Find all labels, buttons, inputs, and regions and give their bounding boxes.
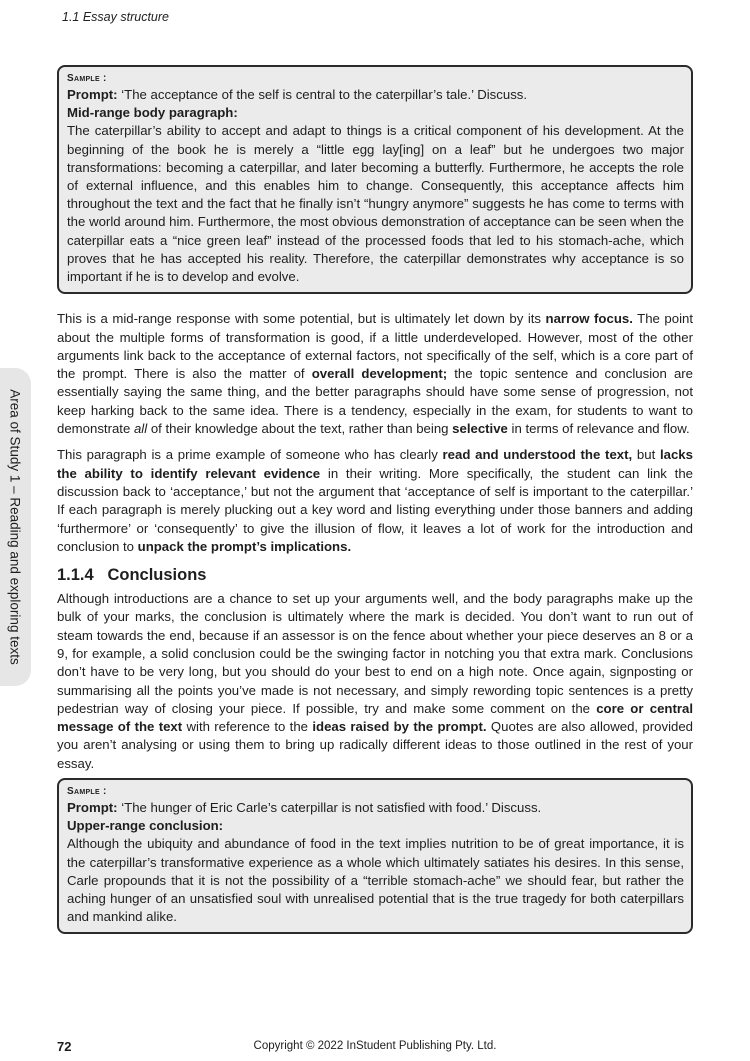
- side-tab-label: Area of Study 1 – Reading and exploring texts: [7, 389, 23, 665]
- paragraph-feedback-1: This is a mid-range response with some potential, but is ultimately let down by its narrow focus. The point about the multiple forms of transformation is good, if a little underdeveloped. However, most of the other arguments link back to the acceptance of external factors, not specifically of the self, which is a core part of the prompt. There is also the matter of overall development; the topic sentence and conclusion are essentially saying the same thing, and the better paragraphs should have some sense of progression, not keep harking back to the same idea. There is a tendency, especially in the exam, for students to want to demonstrate all of their knowledge about the text, rather than being selective in terms of relevance and flow.: [57, 311, 694, 437]
- prompt-text: ‘The hunger of Eric Carle’s caterpillar is not satisfied with food.’ Discuss.: [117, 800, 542, 816]
- sample-prompt: [67, 799, 684, 817]
- sample-tag: Sample :: [67, 73, 107, 84]
- sample-prompt: [67, 86, 684, 104]
- sample-box-1: [57, 65, 693, 294]
- paragraph-conclusions: Although introductions are a chance to set up your arguments well, and the body paragraphs make up the bulk of your marks, the conclusion is ultimately where the mark is decided. You don’t want to run out of steam towards the end, because if an assessor is on the fence about whether your piece deserves an 8 or a 9, for example, a solid conclusion could be the swinging factor in notching you that extra mark. Conclusions don’t have to be very long, but you should do your best to end on a high note. Once again, signposting or summarising all the points you’ve made is not necessary, and simply rewording topic sentences is a pretty pedestrian way of closing your piece. If possible, try and make some comment on the core or central message of the text with reference to the ideas raised by the prompt. Quotes are also allowed, provided you aren’t analysing or using them to bring up radically different ideas to those outlined in the rest of your essay.: [57, 591, 694, 771]
- copyright-notice: Copyright © 2022 InStudent Publishing Pty. Ltd.: [253, 1040, 497, 1052]
- section-number: 1.1.4: [57, 566, 94, 585]
- prompt-label: Prompt:: [67, 800, 118, 816]
- sample-tag: Sample :: [67, 786, 107, 798]
- paragraph-feedback-2: This paragraph is a prime example of someone who has clearly read and understood the text, but lacks the ability to identify relevant evidence in their writing. More specifically, the student can link the discussion back to ‘acceptance,’ but not the argument that ‘acceptance of self is important to the caterpillar.’ If each paragraph is merely plucking out a key word and listing everything under those banners and adding ‘furthermore’ or ‘consequently’ to give the illusion of flow, it leaves a lot of work for the introduction and conclusion to unpack the prompt’s implications.: [57, 447, 694, 554]
- section-title: Conclusions: [107, 566, 207, 585]
- sample-box-2: [57, 778, 693, 934]
- page-number: 72: [57, 1039, 72, 1054]
- section-heading: [57, 566, 693, 585]
- sample-body: The caterpillar’s ability to accept and adapt to things is a critical component of his development. At the beginning of the book he is merely a “little egg lay[ing] on a leaf” but he undergoes two major transformations: becoming a caterpillar, and later becoming a butterfly. Furthermore, he accepts the role of external influence, and this enables him to change. Consequently, this acceptance affects him throughout the text and the fact that he finally isn’t “hungry anymore” suggests he has come to terms with the world around him. Furthermore, the most obvious demonstration of acceptance can be seen when the caterpillar eats a “nice green leaf” instead of the processed foods that led to his stomach-ache, which proves that he has accepted his reality. Therefore, the caterpillar demonstrates why acceptance is so important if he is to develop and evolve.: [67, 123, 684, 285]
- running-head: 1.1 Essay structure: [62, 10, 169, 24]
- sample-heading: Upper-range conclusion:: [67, 818, 224, 834]
- sample-body: Although the ubiquity and abundance of food in the text implies nutrition to be of great importance, it is the caterpillar’s transformative experience as a whole which ultimately satiates his desires. In this sense, Carle propounds that it is not the possibility of a “terrible stomach-ache” we should fear, but rather the aching hunger of an unsatisfied soul with unrealised potential that is the true tragedy for both caterpillars and mankind alike.: [67, 836, 684, 925]
- page-content: [57, 65, 693, 934]
- prompt-label: Prompt:: [67, 87, 118, 102]
- prompt-text: ‘The acceptance of the self is central to the caterpillar’s tale.’ Discuss.: [117, 87, 528, 102]
- sample-heading: Mid-range body paragraph:: [67, 105, 238, 121]
